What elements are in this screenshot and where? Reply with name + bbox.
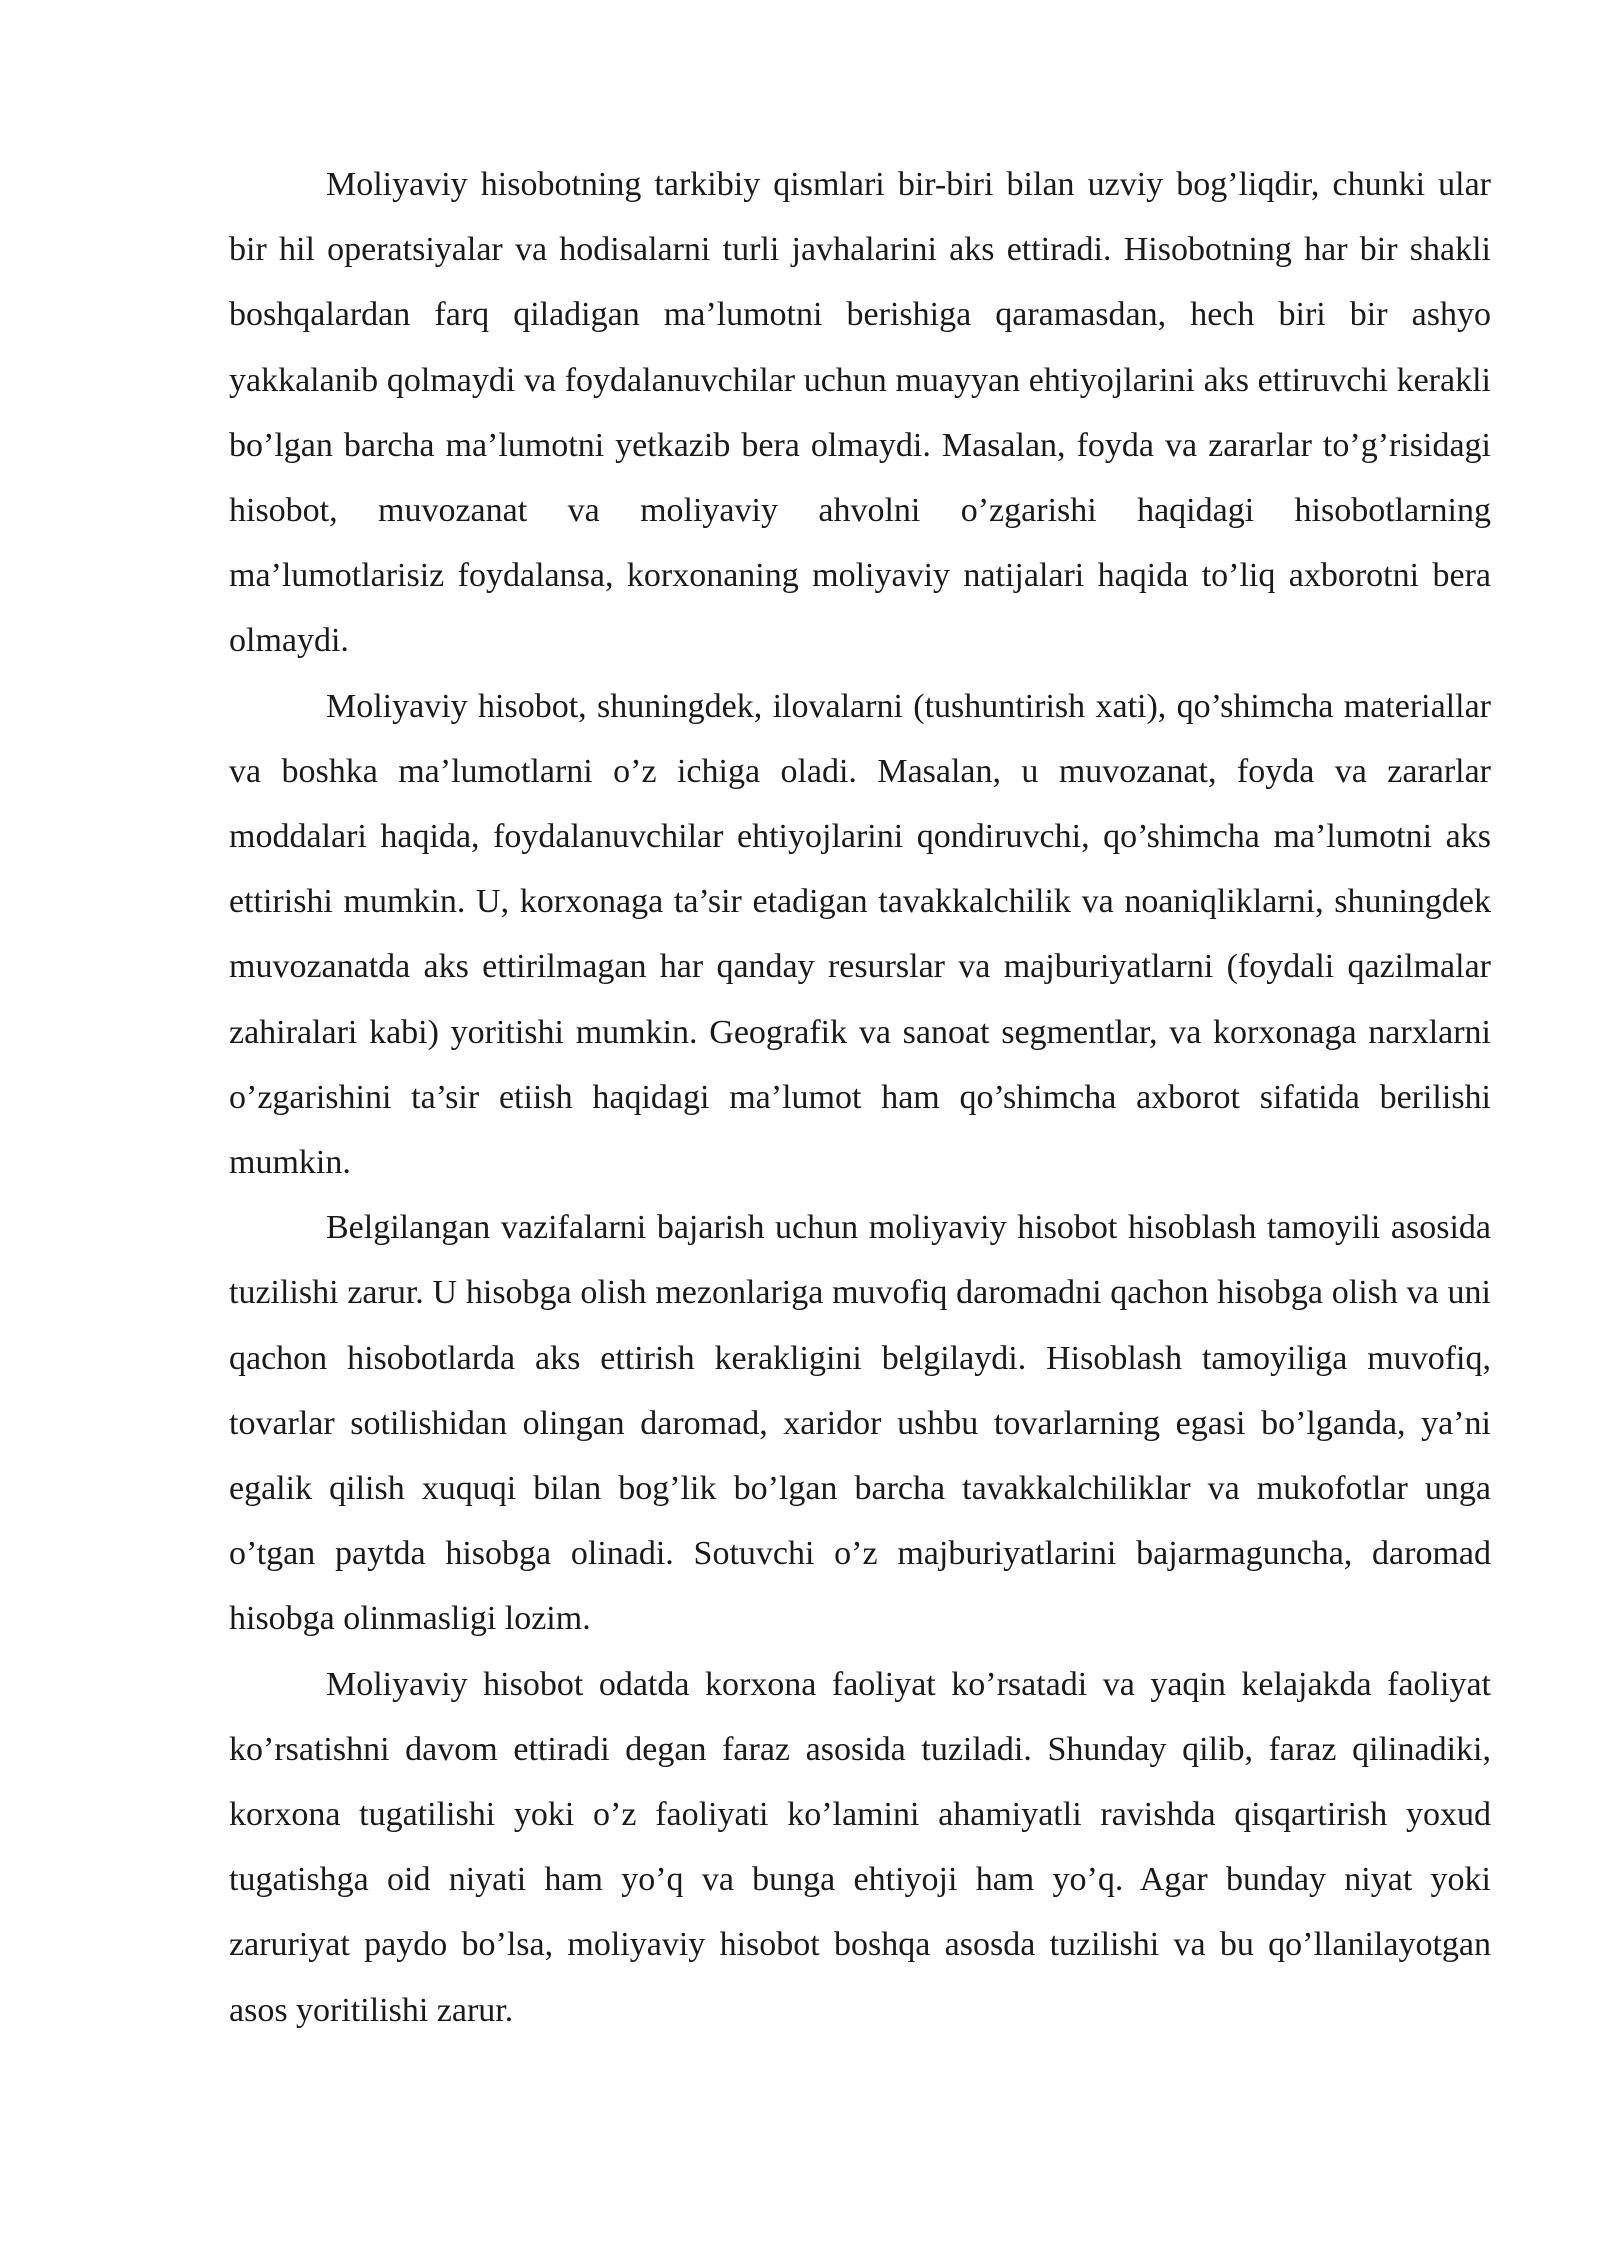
document-body <box>229 152 1491 2043</box>
paragraph-2: Moliyaviy hisobot, shuningdek, ilovalarni (tushuntirish xati), qo’shimcha materiallar va boshka ma’lumotlarni o’z ichiga oladi. Masalan, u muvozanat, foyda va zararlar moddalari haqida, foydalanuvchilar ehtiyojlarini qondiruvchi, qo’shimcha ma’lumotni aks ettirishi mumkin. U, korxonaga ta’sir etadigan tavakkalchilik va noaniqliklarni, shuningdek muvozanatda aks ettirilmagan har qanday resurslar va majburiyatlarni (foydali qazilmalar zahiralari kabi) yoritishi mumkin. Geografik va sanoat segmentlar, va korxonaga narxlarni o’zgarishini ta’sir etiish haqidagi ma’lumot ham qo’shimcha axborot sifatida berilishi mumkin. <box>229 687 1491 1182</box>
paragraph-3: Belgilangan vazifalarni bajarish uchun moliyaviy hisobot hisoblash tamoyili asosida tuzilishi zarur. U hisobga olish mezonlariga muvofiq daromadni qachon hisobga olish va uni qachon hisobotlarda aks ettirish kerakligini belgilaydi. Hisoblash tamoyiliga muvofiq, tovarlar sotilishidan olingan daromad, xaridor ushbu tovarlarning egasi bo’lganda, ya’ni egalik qilish xuquqi bilan bog’lik bo’lgan barcha tavakkalchiliklar va mukofotlar unga o’tgan paytda hisobga olinadi. Sotuvchi o’z majburiyatlarini bajarmaguncha, daromad hisobga olinmasligi lozim. <box>229 1209 1491 1638</box>
paragraph-4: Moliyaviy hisobot odatda korxona faoliyat ko’rsatadi va yaqin kelajakda faoliyat ko’rsatishni davom ettiradi degan faraz asosida tuziladi. Shunday qilib, faraz qilinadiki, korxona tugatilishi yoki o’z faoliyati ko’lamini ahamiyatli ravishda qisqartirish yoxud tugatishga oid niyati ham yo’q va bunga ehtiyoji ham yo’q. Agar bunday niyat yoki zaruriyat paydo bo’lsa, moliyaviy hisobot boshqa asosda tuzilishi va bu qo’llanilayotgan asos yoritilishi zarur. <box>229 1665 1491 2029</box>
paragraph-1: Moliyaviy hisobotning tarkibiy qismlari bir-biri bilan uzviy bog’liqdir, chunki ular bir hil operatsiyalar va hodisalarni turli javhalarini aks ettiradi. Hisobotning har bir shakli boshqalardan farq qiladigan ma’lumotni berishiga qaramasdan, hech biri bir ashyo yakkalanib qolmaydi va foydalanuvchilar uchun muayyan ehtiyojlarini aks ettiruvchi kerakli bo’lgan barcha ma’lumotni yetkazib bera olmaydi. Masalan, foyda va zararlar to’g’risidagi hisobot, muvozanat va moliyaviy ahvolni o’zgarishi haqidagi hisobotlarning ma’lumotlarisiz foydalansa, korxonaning moliyaviy natijalari haqida to’liq axborotni bera olmaydi. <box>229 166 1491 660</box>
